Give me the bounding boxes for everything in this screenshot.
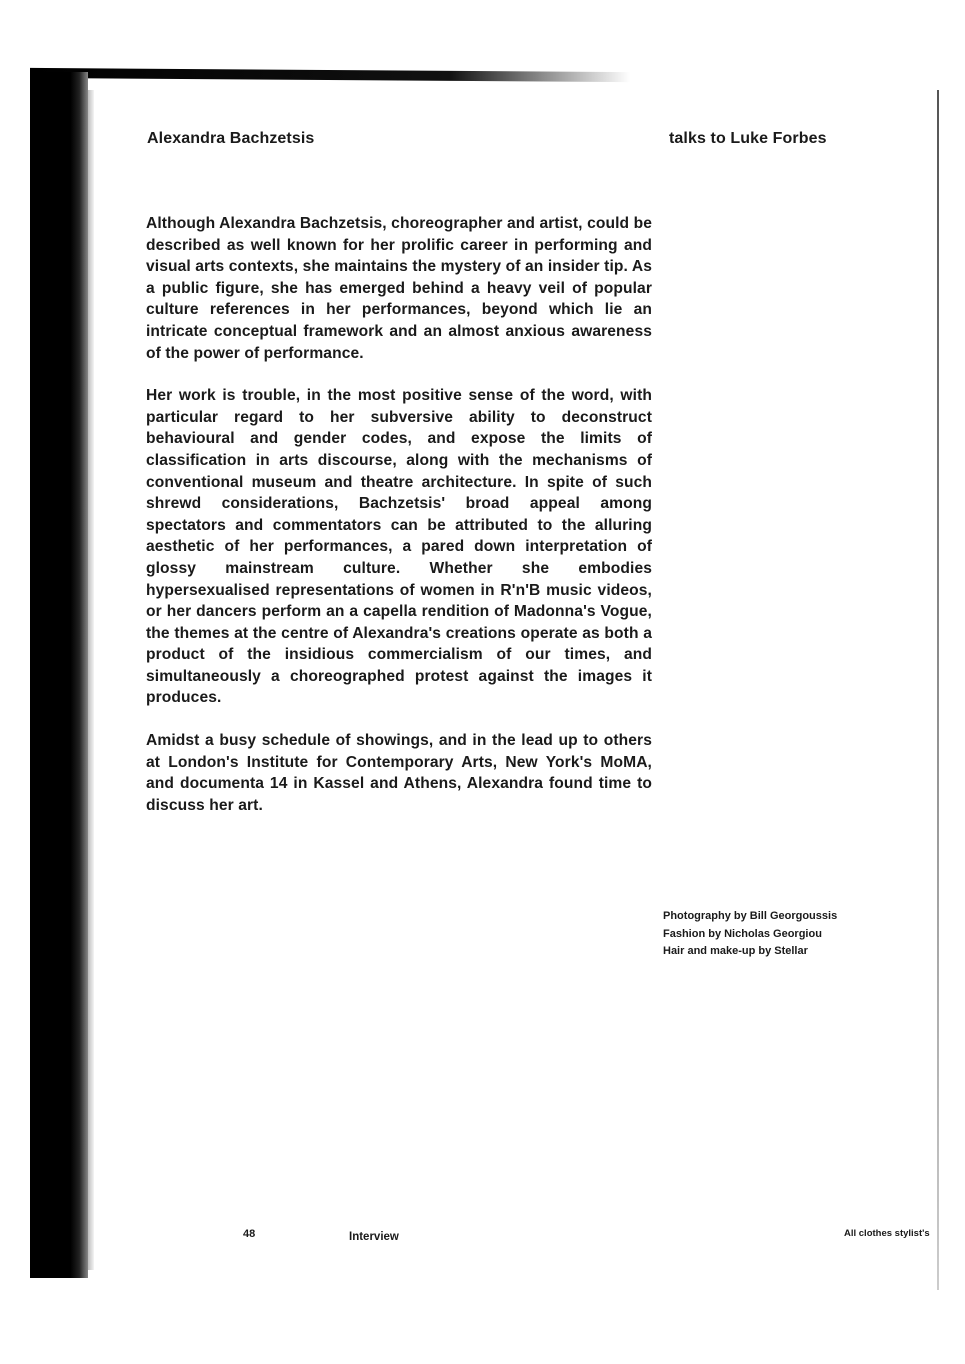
section-label: Interview xyxy=(349,1231,399,1243)
page-number: 48 xyxy=(243,1228,256,1240)
article-body xyxy=(146,213,652,837)
credit-hair: Hair and make-up by Stellar xyxy=(663,945,808,957)
footer-note: All clothes stylist's xyxy=(844,1228,930,1239)
paragraph-schedule: Amidst a busy schedule of showings, and in the lead up to others at London's Institute for Contemporary Arts, New York's MoMA, and documenta 14 in Kassel and Athens, Alexandra found time to discuss her art. xyxy=(146,732,652,814)
running-header-right: talks to Luke Forbes xyxy=(669,130,827,147)
paragraph-intro: Although Alexandra Bachzetsis, choreographer and artist, could be described as well known for her prolific career in performing and visual arts contexts, she maintains the mystery of an insider tip. As a public figure, she has emerged behind a heavy veil of popular culture references in her performances, beyond which lie an intricate conceptual framework and an almost anxious awareness of the power of performance. xyxy=(146,215,652,362)
paragraph-work: Her work is trouble, in the most positive sense of the word, with particular regard to her subversive ability to deconstruct behavioural and gender codes, and expose the limits of classification in arts discourse, along with the mechanisms of conventional museum and theatre architecture. In spite of such shrewd considerations, Bachzetsis' broad appeal among spectators and commentators can be attributed to the alluring aesthetic of her performances, a pared down interpretation of glossy mainstream culture. Whether she embodies hypersexualised representations of women in R'n'B music videos, or her dancers perform an a capella rendition of Madonna's Vogue, the themes at the centre of Alexandra's creations operate as both a product of the insidious commercialism of our times, and simultaneously a choreographed protest against the images it produces. xyxy=(146,387,652,707)
credit-fashion: Fashion by Nicholas Georgiou xyxy=(663,927,822,940)
photo-credits xyxy=(663,908,883,961)
page-right-edge xyxy=(937,90,939,1290)
spine-shadow xyxy=(30,72,88,1278)
running-header-left: Alexandra Bachzetsis xyxy=(147,130,315,147)
credit-photography: Photography by Bill Georgoussis xyxy=(663,910,838,922)
magazine-page xyxy=(94,80,936,1276)
